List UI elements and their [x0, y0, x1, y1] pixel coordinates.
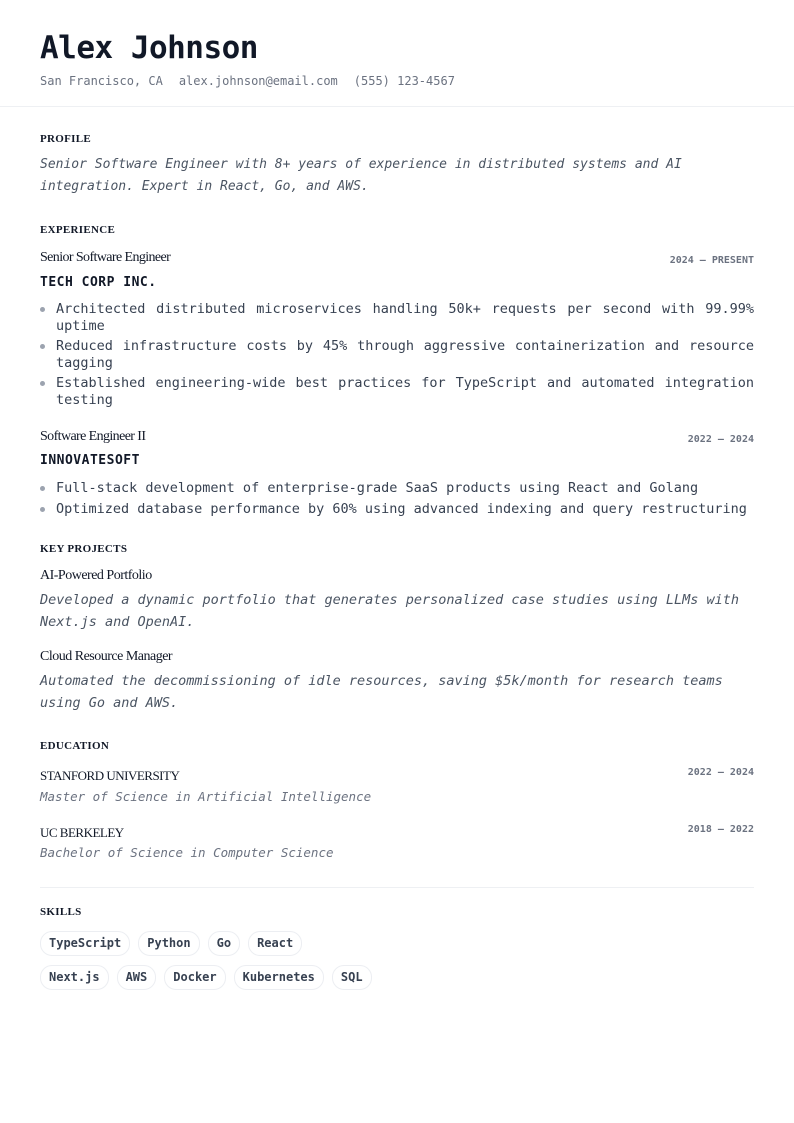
degree: Bachelor of Science in Computer Science [40, 845, 334, 860]
job-bullet: Full-stack development of enterprise-grade SaaS products using React and Golang [40, 480, 754, 497]
section-title-projects: KEY PROJECTS [40, 543, 128, 555]
job-bullet: Architected distributed microservices handling 50k+ requests per second with 99.99% uptime [40, 301, 754, 334]
job-bullet-list [40, 480, 754, 517]
skill-tag: Kubernetes [234, 965, 324, 990]
contact-line [40, 74, 471, 88]
project-title: AI-Powered Portfolio [40, 568, 152, 583]
location: San Francisco, CA [40, 74, 163, 88]
skills-list [40, 931, 754, 999]
skill-tag: Python [138, 931, 199, 956]
skill-row [40, 965, 754, 990]
email-link[interactable]: alex.johnson@email.com [178, 74, 338, 88]
skill-tag: SQL [332, 965, 372, 990]
education-dates: 2018 — 2022 [687, 824, 754, 835]
degree: Master of Science in Artificial Intelligence [40, 789, 372, 804]
job-bullet-list [40, 301, 754, 408]
skill-tag: Next.js [40, 965, 109, 990]
section-title-skills: SKILLS [40, 906, 82, 918]
job-dates: 2022 — 2024 [687, 434, 754, 445]
job-bullet: Optimized database performance by 60% using advanced indexing and query restructuring [40, 501, 754, 518]
job-company: TECH CORP INC. [40, 275, 157, 290]
candidate-name: Alex Johnson [40, 30, 258, 66]
section-title-education: EDUCATION [40, 740, 110, 752]
education-dates: 2022 — 2024 [687, 767, 754, 778]
job-bullet: Established engineering-wide best practices for TypeScript and automated integration testing [40, 375, 754, 408]
section-title-profile: PROFILE [40, 133, 91, 145]
skill-tag: TypeScript [40, 931, 130, 956]
job-role: Senior Software Engineer [40, 250, 171, 265]
section-divider [40, 887, 754, 888]
job-bullet: Reduced infrastructure costs by 45% through aggressive containerization and resource tagging [40, 338, 754, 371]
project-title: Cloud Resource Manager [40, 649, 173, 664]
skill-tag: Go [208, 931, 240, 956]
resume-header [0, 0, 794, 107]
skill-tag: Docker [164, 965, 225, 990]
section-title-experience: EXPERIENCE [40, 224, 116, 236]
job-role: Software Engineer II [40, 429, 146, 444]
skill-tag: AWS [117, 965, 157, 990]
profile-summary: Senior Software Engineer with 8+ years of experience in distributed systems and AI integration. Expert in React, Go, and AWS. [40, 157, 682, 194]
skill-row [40, 931, 754, 956]
school-name: UC BERKELEY [40, 825, 124, 840]
job-company: INNOVATESOFT [40, 453, 140, 468]
job-dates: 2024 — PRESENT [669, 255, 754, 266]
skill-tag: React [248, 931, 302, 956]
project-description: Automated the decommissioning of idle resources, saving $5k/month for research teams using Go and AWS. [40, 673, 723, 711]
phone-number: (555) 123-4567 [353, 74, 455, 88]
school-name: STANFORD UNIVERSITY [40, 768, 180, 783]
project-description: Developed a dynamic portfolio that generates personalized case studies using LLMs with Next.js and OpenAI. [40, 592, 739, 630]
